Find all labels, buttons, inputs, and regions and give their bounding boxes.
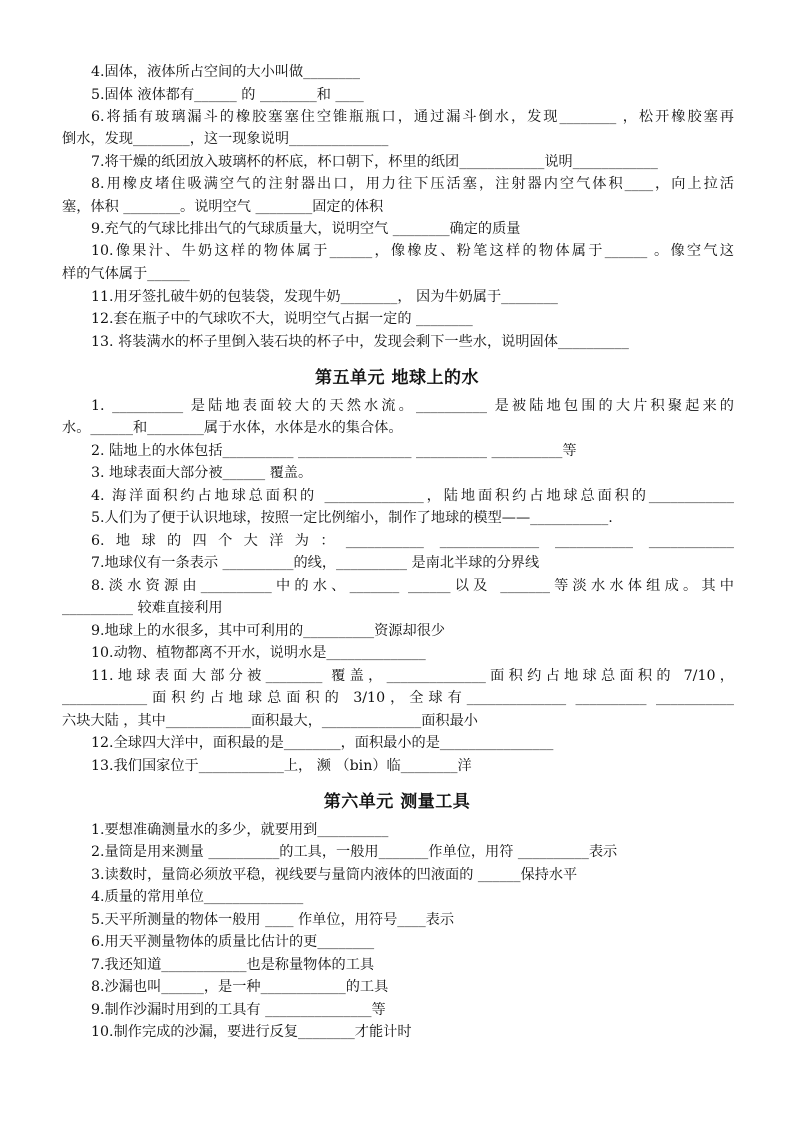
question-line: 2.量筒是用来测量 __________的工具，一般用_______作单位，用符 __________表示 <box>91 844 618 860</box>
question-line: 4. 海洋面积约占地球总面积的 ______________，陆地面积约占地球总面积的____________ <box>91 488 734 504</box>
question-line-continued: 倒水，发现________，这一现象说明______________ <box>62 131 389 147</box>
question-line: 5.固体 液体都有______ 的 ________和 ____ <box>91 87 364 103</box>
question-line: 7.我还知道____________也是称量物体的工具 <box>91 957 375 973</box>
question-line: 11.地球表面大部分被________ 覆盖，______________面积约占地球总面积的 7/10， <box>91 668 734 684</box>
question-line: 6.将插有玻璃漏斗的橡胶塞塞住空锥瓶瓶口，通过漏斗倒水，发现________ ，松开橡胶塞再 <box>91 109 734 125</box>
question-line: 5.人们为了便于认识地球，按照一定比例缩小，制作了地球的模型——___________. <box>91 510 613 526</box>
question-line: 6.用天平测量物体的质量比估计的更________ <box>91 934 375 950</box>
question-line: 8.用橡皮堵住吸满空气的注射器出口，用力往下压活塞，注射器内空气体积____，向上拉活 <box>91 176 734 192</box>
question-line-continued: ____________面积约占地球总面积的 3/10，全球有______________ __________ ___________ <box>62 690 734 706</box>
question-line: 1.要想准确测量水的多少，就要用到__________ <box>91 822 389 838</box>
question-line: 6.地球的四个大洋为：___________ ______________ ___________ ____________ <box>91 533 734 549</box>
question-line: 4.固体，液体所占空间的大小叫做________ <box>91 64 360 80</box>
question-line-continued: 水。______和________属于水体，水体是水的集合体。 <box>62 420 403 436</box>
question-line: 8.沙漏也叫______，是一种____________的工具 <box>91 979 389 995</box>
question-line: 4.质量的常用单位______________ <box>91 889 304 905</box>
question-line: 2. 陆地上的水体包括__________ ________________ __________ __________等 <box>91 443 577 459</box>
question-line: 12.套在瓶子中的气球吹不大，说明空气占据一定的 ________ <box>91 311 473 327</box>
question-line-continued: 塞，体积 ________。说明空气 ________固定的体积 <box>62 199 384 215</box>
question-line: 13.我们国家位于____________上， 濒 （bin）临________洋 <box>91 758 472 774</box>
question-line: 10.动物、植物都离不开水，说明水是______________ <box>91 645 426 661</box>
question-line: 5.天平所测量的物体一般用 ____ 作单位，用符号____表示 <box>91 912 455 928</box>
question-line: 11.用牙签扎破牛奶的包装袋，发现牛奶________， 因为牛奶属于________ <box>91 289 558 305</box>
unit6-title: 第六单元 测量工具 <box>323 792 471 812</box>
question-line: 9.制作沙漏时用到的工具有 _______________等 <box>91 1002 386 1018</box>
unit5-title: 第五单元 地球上的水 <box>315 368 479 388</box>
question-line-continued: __________ 较难直接利用 <box>62 600 223 616</box>
question-line: 1. __________ 是陆地表面较大的天然水流。__________ 是被陆地包围的大片积聚起来的 <box>91 398 734 414</box>
question-line: 7.地球仪有一条表示 __________的线，__________ 是南北半球的分界线 <box>91 555 540 571</box>
question-line: 7.将干燥的纸团放入玻璃杯的杯底，杯口朝下，杯里的纸团____________说明____________ <box>91 154 658 170</box>
question-line: 3.读数时，量筒必须放平稳，视线要与量筒内液体的凹液面的 ______保持水平 <box>91 867 578 883</box>
question-line: 3. 地球表面大部分被______ 覆盖。 <box>91 465 313 481</box>
question-line: 10.制作完成的沙漏，要进行反复________才能计时 <box>91 1024 412 1040</box>
question-line-continued: 六块大陆 ，其中____________面积最大，______________面积最小 <box>62 713 478 729</box>
question-line-continued: 样的气体属于______ <box>62 266 190 282</box>
question-line: 8.淡水资源由__________中的水、_______ ______以及 _______等淡水水体组成。其中 <box>91 578 734 594</box>
question-line: 12.全球四大洋中，面积最的是________，面积最小的是________________ <box>91 735 554 751</box>
question-line: 9.充气的气球比排出气的气球质量大，说明空气 ________确定的质量 <box>91 221 521 237</box>
question-line: 9.地球上的水很多，其中可利用的__________资源却很少 <box>91 623 446 639</box>
question-line: 10.像果汁、牛奶这样的物体属于______，像橡皮、粉笔这样的物体属于______ 。像空气这 <box>91 243 734 259</box>
question-line: 13. 将装满水的杯子里倒入装石块的杯子中，发现会剩下一些水，说明固体__________ <box>91 334 629 350</box>
